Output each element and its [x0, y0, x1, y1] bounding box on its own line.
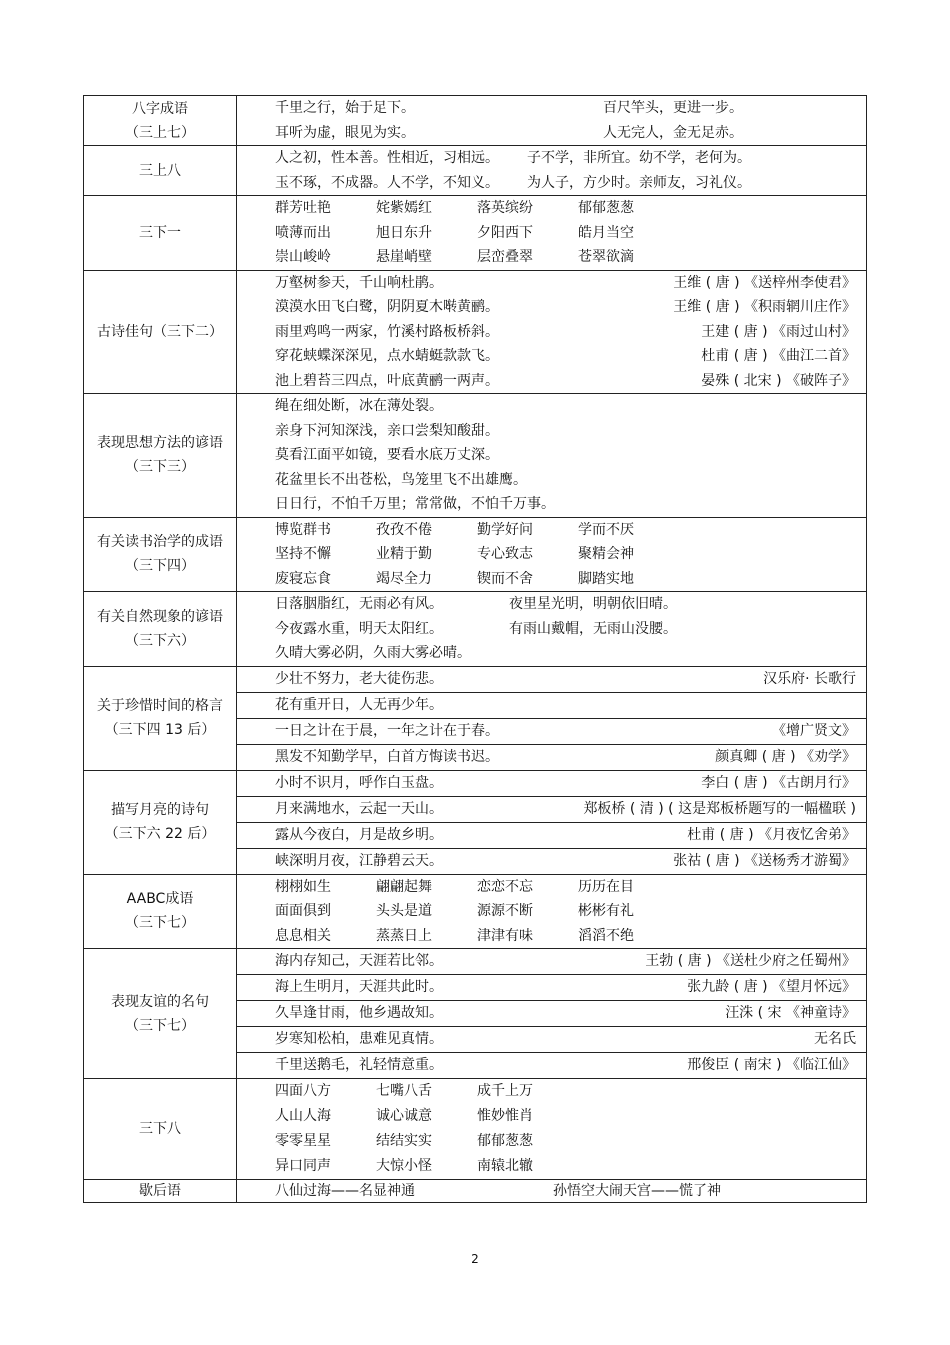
content-row: 人之初，性本善。性相近，习相远。 子不学，非所宜。幼不学，老何为。	[275, 150, 751, 166]
section-sanxia-yi	[84, 195, 866, 270]
content-row: 日落胭脂红，无雨必有风。 夜里星光明，明朝依旧晴。	[275, 596, 677, 612]
content-row: 少壮不努力，老大徒伤悲。 汉乐府· 长歌行	[275, 670, 856, 687]
section-content	[237, 667, 866, 770]
section-label: 八字成语 （三上七）	[84, 96, 237, 145]
section-content	[237, 875, 866, 949]
content-row: 栩栩如生 翩翩起舞 恋恋不忘 历历在目	[275, 878, 634, 895]
content-row: 莫看江面平如镜，要看水底万丈深。	[275, 447, 499, 463]
section-ziran-xianxiang	[84, 591, 866, 666]
section-content	[237, 96, 866, 145]
content-row: 八仙过海——名显神通 孙悟空大闹天宫——慌了神	[275, 1183, 721, 1199]
section-content	[237, 518, 866, 592]
content-row: 千里之行，始于足下。 百尺竿头，更进一步。	[275, 100, 743, 116]
content-row: 黑发不知勤学早，白首方悔读书迟。 颜真卿 ( 唐 ) 《劝学》	[237, 744, 866, 770]
section-sixiang-fangfa	[84, 393, 866, 517]
content-row: 人山人海 诚心诚意 惟妙惟肖	[275, 1108, 533, 1124]
content-row: 坚持不懈 业精于勤 专心致志 聚精会神	[275, 546, 634, 562]
content-row: 雨里鸡鸣一两家，竹溪村路板桥斜。 王建 ( 唐 ) 《雨过山村》	[275, 323, 856, 340]
section-label: 三上八	[84, 146, 237, 195]
section-aabc-chengyu	[84, 874, 866, 949]
section-label: 三下一	[84, 196, 237, 270]
section-label: 三下八	[84, 1079, 237, 1179]
section-content	[237, 1079, 866, 1179]
section-content	[237, 771, 866, 874]
section-sanshang-ba	[84, 145, 866, 195]
section-label: 描写月亮的诗句 （三下六 22 后）	[84, 771, 237, 874]
content-row: 崇山峻岭 悬崖峭壁 层峦叠翠 苍翠欲滴	[275, 249, 634, 265]
section-bazi-chengyu	[84, 96, 866, 145]
content-row: 小时不识月，呼作白玉盘。 李白 ( 唐 ) 《古朗月行》	[275, 774, 856, 791]
section-content	[237, 592, 866, 666]
content-row: 月来满地水，云起一天山。 郑板桥 ( 清 ) ( 这是郑板桥题写的一幅楹联 )	[237, 796, 866, 822]
section-xiehouyu	[84, 1179, 866, 1202]
section-content	[237, 146, 866, 195]
content-row: 岁寒知松柏，患难见真情。 无名氏	[237, 1026, 866, 1052]
content-row: 博览群书 孜孜不倦 勤学好问 学而不厌	[275, 521, 634, 538]
content-row: 一日之计在于晨，一年之计在于春。 《增广贤文》	[237, 718, 866, 744]
content-row: 海上生明月，天涯共此时。 张九龄 ( 唐 ) 《望月怀远》	[237, 974, 866, 1000]
content-row: 花盆里长不出苍松，鸟笼里飞不出雄鹰。	[275, 471, 527, 488]
section-content	[237, 271, 866, 394]
content-row: 息息相关 蒸蒸日上 津津有味 滔滔不绝	[275, 927, 634, 944]
section-content	[237, 394, 866, 517]
content-row: 绳在细处断，冰在薄处裂。	[275, 398, 443, 414]
section-zhenxi-shijian	[84, 666, 866, 770]
content-row: 群芳吐艳 姹紫嫣红 落英缤纷 郁郁葱葱	[275, 200, 634, 216]
section-youyi-mingju	[84, 948, 866, 1078]
section-dushu-zhixue	[84, 517, 866, 592]
content-row: 峡深明月夜，江静碧云天。 张祜 ( 唐 ) 《送杨秀才游蜀》	[237, 848, 866, 874]
content-row: 零零星星 结结实实 郁郁葱葱	[275, 1133, 533, 1149]
content-row: 穿花蛱蝶深深见，点水蜻蜓款款飞。 杜甫 ( 唐 ) 《曲江二首》	[275, 348, 856, 364]
content-row: 玉不琢，不成器。人不学，不知义。 为人子，方少时。亲师友，习礼仪。	[275, 174, 751, 191]
content-row: 露从今夜白，月是故乡明。 杜甫 ( 唐 ) 《月夜忆舍弟》	[237, 822, 866, 848]
content-row: 今夜露水重，明天太阳红。 有雨山戴帽，无雨山没腰。	[275, 620, 677, 637]
content-row: 四面八方 七嘴八舌 成千上万	[275, 1083, 533, 1099]
section-label: 歇后语	[84, 1180, 237, 1202]
content-row: 花有重开日，人无再少年。	[237, 692, 866, 718]
content-row: 千里送鹅毛，礼轻情意重。 邢俊臣 ( 南宋 ) 《临江仙》	[237, 1052, 866, 1078]
content-row: 亲身下河知深浅，亲口尝梨知酸甜。	[275, 422, 499, 439]
section-content	[237, 1180, 866, 1202]
idiom-table	[83, 95, 867, 1203]
section-content	[237, 196, 866, 270]
section-sanxia-ba	[84, 1078, 866, 1179]
content-row: 池上碧苔三四点，叶底黄鹂一两声。 晏殊 ( 北宋 ) 《破阵子》	[275, 372, 856, 389]
content-row: 废寝忘食 竭尽全力 锲而不舍 脚踏实地	[275, 570, 634, 587]
content-row: 久晴大雾必阴，久雨大雾必晴。	[275, 645, 471, 661]
content-row: 久旱逢甘雨，他乡遇故知。 汪洙 ( 宋 《神童诗》	[237, 1000, 866, 1026]
content-row: 异口同声 大惊小怪 南辕北辙	[275, 1158, 533, 1174]
section-content	[237, 949, 866, 1078]
section-label: 关于珍惜时间的格言 （三下四 13 后）	[84, 667, 237, 770]
section-label: 古诗佳句（三下二）	[84, 271, 237, 394]
section-label: 表现友谊的名句 （三下七）	[84, 949, 237, 1078]
content-row: 耳听为虚，眼见为实。 人无完人，金无足赤。	[275, 124, 743, 141]
section-yueliang-shiju	[84, 770, 866, 874]
section-label: 有关自然现象的谚语 （三下六）	[84, 592, 237, 666]
content-row: 喷薄而出 旭日东升 夕阳西下 皓月当空	[275, 224, 634, 241]
section-label: AABC成语 （三下七）	[84, 875, 237, 949]
section-gushi-jiaju	[84, 270, 866, 394]
content-row: 海内存知己，天涯若比邻。 王勃 ( 唐 ) 《送杜少府之任蜀州》	[275, 953, 856, 969]
content-row: 漠漠水田飞白鹭，阴阴夏木啭黄鹂。 王维 ( 唐 ) 《积雨辋川庄作》	[275, 299, 856, 315]
page-number: 2	[471, 1252, 479, 1266]
content-row: 日日行，不怕千万里；常常做，不怕千万事。	[275, 496, 555, 512]
section-label: 有关读书治学的成语 （三下四）	[84, 518, 237, 592]
content-row: 万壑树参天，千山响杜鹃。 王维 ( 唐 ) 《送梓州李使君》	[275, 274, 856, 291]
content-row: 面面俱到 头头是道 源源不断 彬彬有礼	[275, 903, 634, 919]
section-label: 表现思想方法的谚语 （三下三）	[84, 394, 237, 517]
